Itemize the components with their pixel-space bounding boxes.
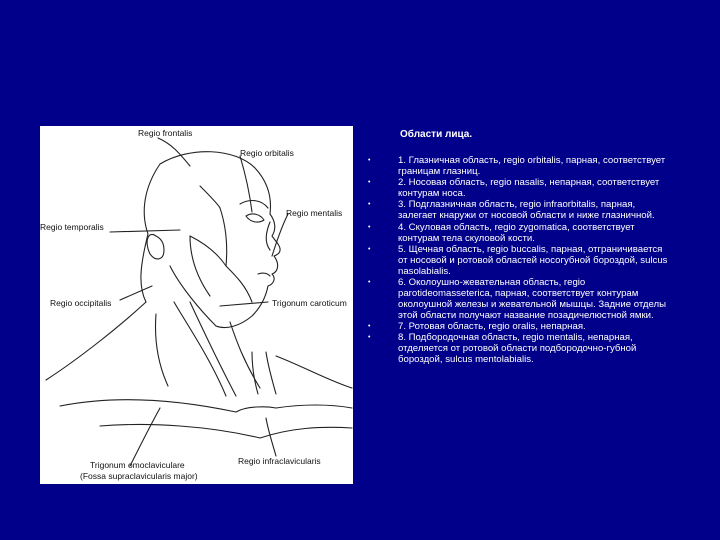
bullet-text: 3. Подглазничная область, regio infraorbitalis, парная, залегает кнаружи от носовой области и ниже глазничной. xyxy=(398,199,655,222)
label-trigonum-omoclaviculare: Trigonum omoclaviculare xyxy=(90,460,185,470)
label-regio-infraclavicularis: Regio infraclavicularis xyxy=(238,456,321,466)
bullet-text: 8. Подбородочная область, regio mentalis, непарная, отделяется от ротовой области подбородочно-губной бороздой, sulcus mentolabialis. xyxy=(398,332,637,366)
bullet-marker: • xyxy=(368,245,371,253)
clavicle-left xyxy=(60,400,236,412)
leader-omoclaviculare xyxy=(130,408,160,466)
neck-muscle-2 xyxy=(190,302,236,396)
list-item xyxy=(368,156,668,178)
leader-temporalis xyxy=(110,230,180,232)
eye-outline xyxy=(246,214,264,222)
bullet-text: 4. Скуловая область, regio zygomatica, соответствует контурам тела скуловой кости. xyxy=(398,221,635,244)
skull-back xyxy=(144,164,160,234)
shoulder-left xyxy=(46,302,146,380)
region-line-4 xyxy=(200,186,220,208)
anatomy-figure xyxy=(40,126,353,484)
bullet-text: 1. Глазничная область, regio orbitalis, парная, соответствует границам глазниц. xyxy=(398,155,666,177)
sternum-notch xyxy=(236,407,276,412)
shoulder-right xyxy=(276,356,352,388)
label-regio-frontalis: Regio frontalis xyxy=(138,128,193,138)
trachea-right xyxy=(266,352,276,394)
bullet-marker: • xyxy=(368,179,371,187)
list-item xyxy=(368,200,668,222)
region-line-5 xyxy=(190,236,210,296)
label-regio-orbitalis: Regio orbitalis xyxy=(240,148,294,158)
list-item xyxy=(368,322,668,333)
label-regio-occipitalis: Regio occipitalis xyxy=(50,298,112,308)
cranium-outline xyxy=(160,152,270,214)
bullet-marker: • xyxy=(368,223,371,231)
label-trigonum-caroticum: Trigonum caroticum xyxy=(272,298,347,308)
bullet-text: 7. Ротовая область, regio oralis, непарная. xyxy=(398,320,586,332)
ear-outline xyxy=(147,234,164,259)
list-item xyxy=(368,245,668,278)
list-item xyxy=(368,333,668,366)
list-item xyxy=(368,223,668,245)
bullet-marker: • xyxy=(368,322,371,330)
nose-line xyxy=(266,222,270,250)
jaw-line xyxy=(170,266,216,326)
label-fossa-supraclavicularis: (Fossa supraclavicularis major) xyxy=(80,471,198,481)
region-line-3 xyxy=(190,236,226,266)
region-line-1 xyxy=(220,208,227,266)
bullet-list xyxy=(368,156,668,366)
list-item xyxy=(368,178,668,200)
mouth-line xyxy=(258,273,270,276)
neck-line-3 xyxy=(156,314,169,386)
neck-muscle-1 xyxy=(174,302,226,396)
label-regio-mentalis: Regio mentalis xyxy=(286,208,343,218)
brow-line xyxy=(240,201,268,208)
trachea-left xyxy=(252,352,258,394)
leader-occipitalis xyxy=(120,286,152,300)
bullet-text: 5. Щечная область, regio buccalis, парная, отграничивается от носовой и ротовой областей носогубной бороздой, sulcus nasolabialis. xyxy=(398,243,668,277)
bullet-marker: • xyxy=(368,334,371,342)
label-regio-temporalis: Regio temporalis xyxy=(40,222,104,232)
bullet-marker: • xyxy=(368,157,371,164)
leader-infraclavicularis xyxy=(266,418,276,456)
bullet-marker: • xyxy=(368,201,371,209)
chest-line xyxy=(100,425,260,439)
list-item xyxy=(368,278,668,322)
neck-front xyxy=(230,322,260,388)
slide-title: Области лица. xyxy=(400,129,473,140)
clavicle-right xyxy=(276,405,352,408)
head-neck-drawing xyxy=(40,126,353,484)
region-line-2 xyxy=(226,266,252,302)
bullet-marker: • xyxy=(368,278,371,286)
chest-line-2 xyxy=(260,427,352,438)
bullet-text: 2. Носовая область, regio nasalis, непарная, соответствует контурам носа. xyxy=(398,177,660,200)
bullet-text: 6. Околоушно-жевательная область, regio parotideomasseterica, парная, соответствует контурам околоушной железы и жевательной мышцы. Задние отделы этой области получают название позадичелюстной ямки. xyxy=(398,276,667,321)
